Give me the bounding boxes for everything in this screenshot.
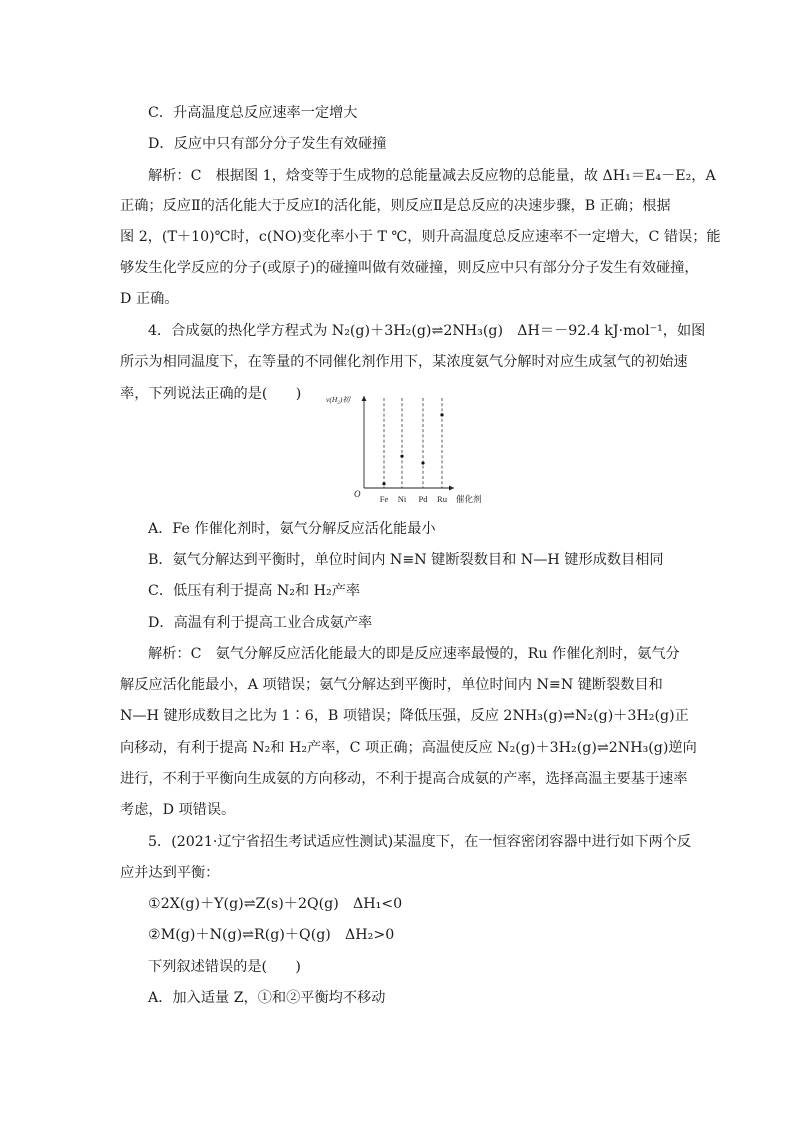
analysis-3-line1: 解析：C 根据图 1，焓变等于生成物的总能量减去反应物的总能量，故 ΔH₁＝E₄－E₂，A bbox=[148, 168, 716, 184]
analysis-4-line5: 进行，不利于平衡向生成氨的方向移动，不利于提高合成氨的产率，选择高温主要基于速率 bbox=[120, 771, 688, 787]
option-3d: D．反应中只有部分分子发生有效碰撞 bbox=[148, 136, 387, 152]
question-4-line1: 4．合成氨的热化学方程式为 N₂(g)＋3H₂(g)⇌2NH₃(g) ΔH＝－92.4 kJ·mol⁻¹，如图 bbox=[148, 323, 706, 339]
data-point-fe bbox=[382, 482, 385, 485]
data-point-ni bbox=[400, 455, 403, 458]
tick-label-pd: Pd bbox=[418, 494, 428, 504]
option-4c: C．低压有利于提高 N₂和 H₂产率 bbox=[148, 583, 361, 599]
reaction-1: ①2X(g)＋Y(g)⇌Z(s)＋2Q(g) ΔH₁<0 bbox=[148, 896, 403, 912]
tick-label-ru: Ru bbox=[437, 494, 447, 504]
option-4a: A．Fe 作催化剂时，氨气分解反应活化能最小 bbox=[148, 521, 436, 537]
data-point-pd bbox=[421, 461, 424, 464]
option-3c: C．升高温度总反应速率一定增大 bbox=[148, 105, 358, 121]
question-5-line1: 5．(2021·辽宁省招生考试适应性测试)某温度下，在一恒容密闭容器中进行如下两个反 bbox=[148, 834, 692, 850]
analysis-3-line2: 正确；反应Ⅱ的活化能大于反应Ⅰ的活化能，则反应Ⅱ是总反应的决速步骤，B 正确；根据 bbox=[120, 198, 671, 214]
question-5-prompt: 下列叙述错误的是( ) bbox=[148, 959, 301, 975]
y-axis-label: v(H₂)初 bbox=[326, 395, 350, 404]
reaction-2: ②M(g)＋N(g)⇌R(g)＋Q(g) ΔH₂>0 bbox=[148, 927, 395, 943]
question-5-line2: 应并达到平衡： bbox=[120, 865, 220, 881]
analysis-4-line6: 考虑，D 项错误。 bbox=[120, 802, 236, 818]
analysis-4-line1: 解析：C 氨气分解反应活化能最大的即是反应速率最慢的，Ru 作催化剂时，氨气分 bbox=[148, 646, 680, 662]
analysis-4-line3: N—H 键形成数目之比为 1∶6，B 项错误；降低压强，反应 2NH₃(g)⇌N₂(g)＋3H₂(g)正 bbox=[120, 708, 689, 724]
y-axis-arrow bbox=[362, 396, 367, 401]
analysis-3-line5: D 正确。 bbox=[120, 291, 179, 307]
analysis-4-line4: 向移动，有利于提高 N₂和 H₂产率，C 项正确；高温使反应 N₂(g)＋3H₂(g)⇌2NH₃(g)逆向 bbox=[120, 740, 697, 756]
question-4-line3: 率，下列说法正确的是( ) bbox=[120, 386, 302, 402]
x-axis-arrow bbox=[449, 486, 454, 491]
analysis-3-line4: 够发生化学反应的分子(或原子)的碰撞叫做有效碰撞，则反应中只有部分分子发生有效碰撞， bbox=[120, 260, 699, 276]
analysis-3-line3: 图 2，(T＋10)℃时，c(NO)变化率小于 T ℃，则升高温度总反应速率不一定增大，C 错误；能 bbox=[120, 229, 721, 245]
tick-label-ni: Ni bbox=[397, 494, 407, 504]
catalyst-rate-chart bbox=[318, 388, 518, 508]
analysis-4-line2: 解反应活化能最小，A 项错误；氨气分解达到平衡时，单位时间内 N≡N 键断裂数目和 bbox=[120, 677, 663, 693]
origin-label: O bbox=[354, 489, 361, 499]
data-point-ru bbox=[440, 413, 443, 416]
question-4-line2: 所示为相同温度下，在等量的不同催化剂作用下，某浓度氨气分解时对应生成氢气的初始速 bbox=[120, 354, 688, 370]
option-4b: B．氨气分解达到平衡时，单位时间内 N≡N 键断裂数目和 N—H 键形成数目相同 bbox=[148, 552, 664, 568]
option-5a: A．加入适量 Z，①和②平衡均不移动 bbox=[148, 990, 386, 1006]
tick-label-fe: Fe bbox=[379, 494, 389, 504]
x-axis-label: 催化剂 bbox=[456, 494, 482, 504]
option-4d: D．高温有利于提高工业合成氨产率 bbox=[148, 615, 373, 631]
